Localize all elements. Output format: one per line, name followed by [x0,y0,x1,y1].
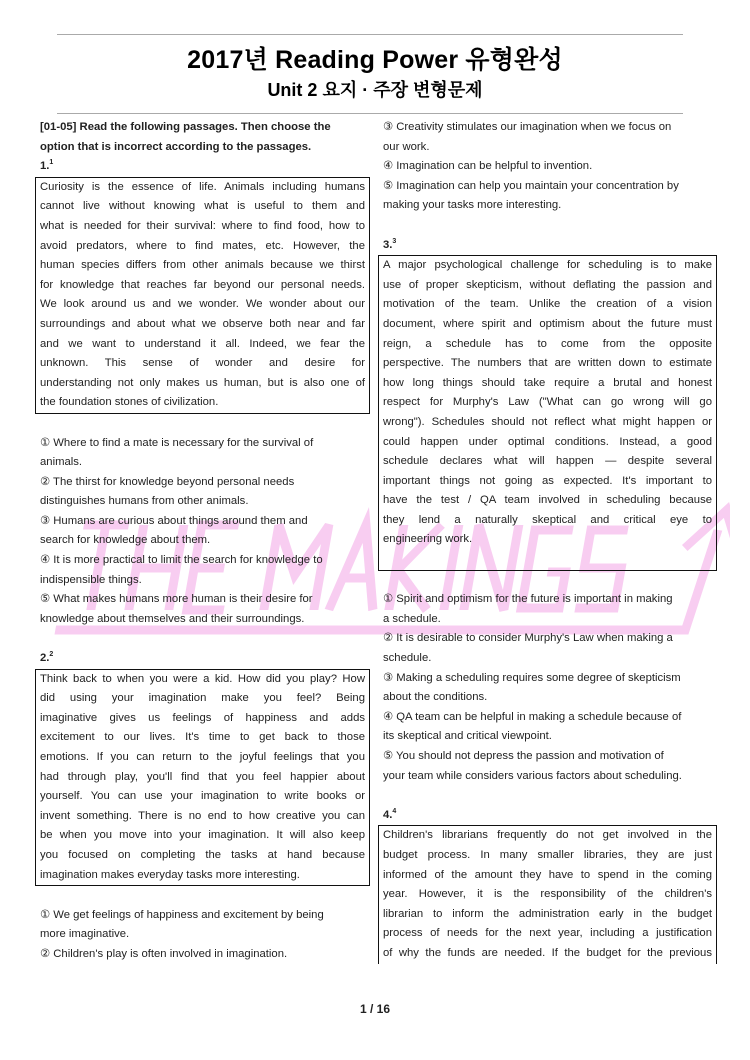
question-number [383,806,712,826]
passage-line: use of proper skepticism, without deflating the passion and [383,278,712,291]
option-line: ④ Imagination can be helpful to invention. [383,160,593,173]
passage-line: had through play, you'll find that you feel happier about [40,770,365,783]
footnote-marker: 3 [392,237,397,245]
passage-line: what is needed for their survival: where to find food, how to [40,219,365,232]
passage-line: budget process. In many smaller libraries, they are just [383,848,712,861]
passage-line: cannot live without knowing what is useful to them and [40,200,365,213]
passage-line: and we want to understand it all. Indeed, we fear the [40,337,365,350]
spacer [40,414,365,434]
passage-line: could happen under optimal conditions. Instead, a good [383,435,712,448]
footnote-marker: 2 [49,651,54,659]
footnote-marker: 1 [49,159,54,167]
instructions: [01-05] Read the following passages. Then choose the [40,121,331,133]
top-rule [57,34,683,35]
option-line: distinguishes humans from other animals. [40,495,249,508]
page-number: 1 / 16 [359,1002,391,1016]
passage-line: for knowledge that reaches far beyond our personal needs. [40,278,365,291]
passage-line: engineering work. [383,533,473,546]
passage-line: wrong"). Schedules should not reflect what might happen or [383,415,712,428]
option-line: your team while considers various factors about scheduling. [383,769,682,782]
spacer [383,550,712,570]
right-column [383,118,712,964]
option-line: ② Children's play is often involved in imagination. [40,947,288,960]
passage-line: librarian to inform the administration early in the budget [383,907,712,920]
question-label: 4. [383,808,393,821]
spacer [383,216,712,236]
passage-line: A major psychological challenge for scheduling is to make [383,259,712,272]
option-line: a schedule. [383,612,441,625]
option-line: its skeptical and critical viewpoint. [383,730,552,743]
passage-line: you focused on completing the tasks at hand because [40,848,365,861]
passage-line: imagination makes everyday tasks more interesting. [40,868,300,881]
spacer [383,571,712,591]
passage-line: We look around us and we wonder. We wonder about our [40,298,365,311]
question-label: 1. [40,160,50,173]
instructions: option that is incorrect according to the passages. [40,140,312,153]
question-number [40,157,365,177]
option-line: ⑤ Imagination can help you maintain your concentration by [383,179,679,192]
option-line: schedule. [383,652,432,665]
passage-line: respect for Murphy's Law ("What can go wrong will go [383,396,712,409]
option-line: ② The thirst for knowledge beyond personal needs [40,475,295,488]
option-line: ④ It is more practical to limit the search for knowledge to [40,554,323,567]
header-rule [57,113,683,114]
document-subtitle: Unit 2 요지 · 주장 변형문제 [267,80,483,100]
option-line: ③ Making a scheduling requires some degree of skepticism [383,671,681,684]
passage-line: the foundation stones of civilization. [40,396,219,409]
passage-line: process of needs for the next year, including a justification [383,927,712,940]
passage-line: how long things should take require a brutal and honest [383,376,712,389]
question-label: 3. [383,238,393,251]
option-line: ⑤ What makes humans more human is their desire for [40,593,313,606]
left-column [40,118,365,965]
option-line: making your tasks more interesting. [383,199,562,212]
option-line: search for knowledge about them. [40,534,211,547]
passage-line: informed of the amount they have to spend in the coming [383,868,712,881]
passage-line: reign, a schedule has to come from the opposite [383,337,712,350]
passage-line: they lend a naturally skeptical and critical eye to [383,513,712,526]
passage-line: of why the funds are needed. If the budget for the previous [383,946,712,959]
option-line: ③ Humans are curious about things around them and [40,514,308,527]
question-label: 2. [40,652,50,665]
passage-line: document, where spirit and optimism about the future must [383,317,712,330]
option-line: ① Spirit and optimism for the future is important in making [383,593,673,606]
passage-line: motivation of the team. Unlike the creation of a vision [383,298,712,311]
option-line: our work. [383,140,430,153]
option-line: ① We get feelings of happiness and excitement by being [40,908,324,921]
passage-line: be when you move into your imagination. It will also keep [40,829,365,842]
passage-line: human species differs from other animals because we thirst [40,259,365,272]
option-line: ⑤ You should not depress the passion and motivation of [383,750,664,762]
passage-line: unknown. This sense of wonder and desire for [40,357,365,370]
passage-box [35,669,370,887]
passage-line: invent something. There is no end to how creative you can [40,809,365,822]
passage-line: schedule declares what will happen — despite several [383,455,712,468]
passage-line: Children's librarians frequently do not get involved in the [383,829,712,842]
footnote-marker: 4 [392,807,397,815]
spacer [40,629,365,649]
passage-line: important things not going as expected. It's important to [383,474,712,487]
passage-line: avoid predators, where to find mates, etc. However, the [40,239,365,252]
passage-line: yourself. You can use your imagination to write books or [40,790,365,803]
option-line: indispensible things. [40,573,142,586]
spacer [40,886,365,906]
passage-line: have the test / QA team involved in scheduling because [383,494,712,507]
question-number [383,236,712,256]
passage-line: emotions. If you can return to the joyful feelings that you [40,751,365,763]
passage-line: understanding not only makes us human, but is also one of [40,376,365,389]
option-line: ② It is desirable to consider Murphy's Law when making a [383,632,673,645]
passage-box [378,825,717,963]
option-line: ④ QA team can be helpful in making a schedule because of [383,710,682,723]
passage-line: Curiosity is the essence of life. Animals including humans [40,180,365,193]
option-line: ③ Creativity stimulates our imagination when we focus on [383,121,672,133]
passage-box [378,255,717,571]
option-line: animals. [40,456,83,469]
option-line: knowledge about themselves and their surroundings. [40,612,305,625]
passage-line: perspective. The numbers that are written down to estimate [383,357,712,370]
passage-line: imaginative gives us feelings of happiness and adds [40,711,365,724]
option-line: ① Where to find a mate is necessary for the survival of [40,436,314,449]
spacer [383,786,712,806]
passage-line: year. However, it is the responsibility of the children's [383,888,712,901]
option-line: about the conditions. [383,691,488,704]
option-line: more imaginative. [40,928,130,941]
document-title: 2017년 Reading Power 유형완성 [187,46,563,74]
question-number [40,649,365,669]
passage-line: Think back to when you were a kid. How did you play? How [40,672,365,685]
passage-line: excitement to our lives. It's time to get back to those [40,731,365,744]
passage-box [35,177,370,414]
passage-line: surroundings and about what we observe both near and far [40,317,365,330]
passage-line: did using your imagination make you feel? Being [40,692,365,705]
